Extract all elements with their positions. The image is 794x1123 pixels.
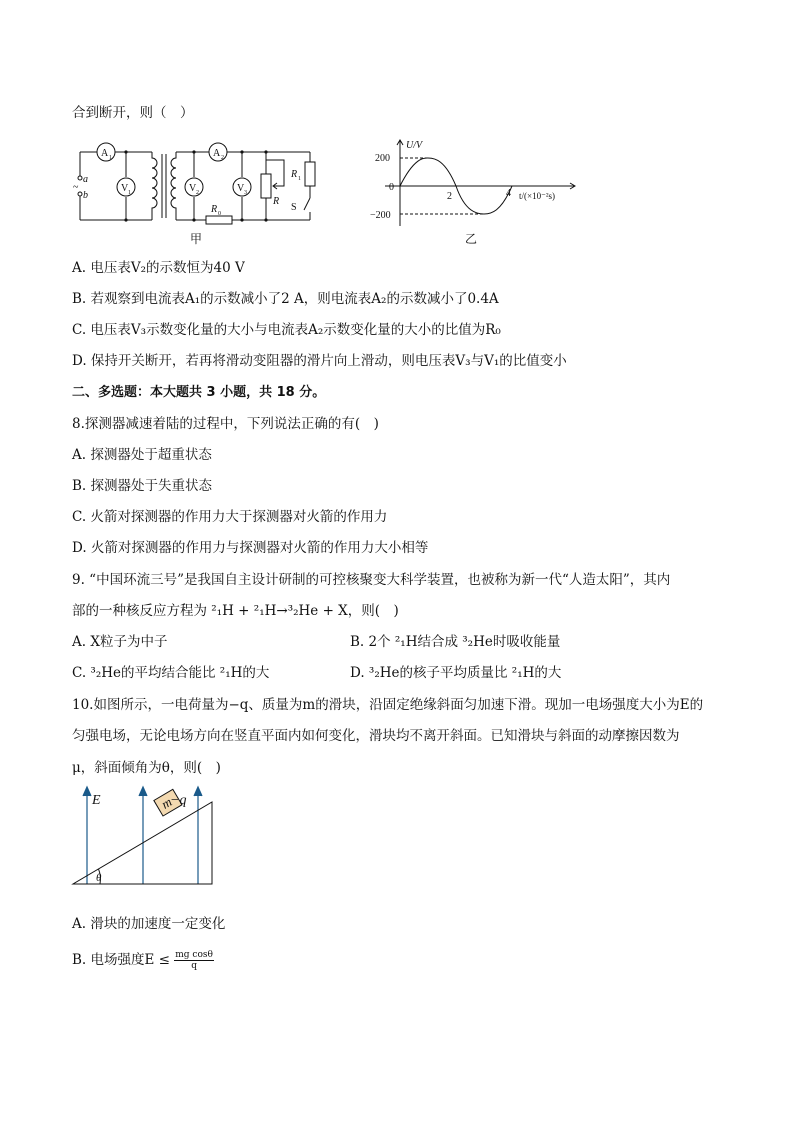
graph-y-tick-neg200: −200 [370, 210, 391, 221]
q10-incline-figure [70, 780, 230, 890]
graph-x-axis-label: t/(×10⁻²s) [519, 191, 556, 201]
ammeter-a2-label: A [213, 148, 221, 159]
resistor-r1-sub: 1 [298, 176, 301, 182]
rheostat-r-label: R [273, 196, 280, 207]
q10-option-b-fraction [174, 950, 214, 971]
q7-stem-tail: 合到断开，则（ ） [72, 105, 194, 121]
voltmeter-v3-label: V [237, 183, 245, 194]
circuit-label-tilde: ~ [73, 182, 79, 193]
q7-option-a: A. 电压表V₂的示数恒为40 V [72, 260, 245, 276]
voltmeter-v2-label: V [189, 183, 197, 194]
q8-option-b: B. 探测器处于失重状态 [72, 478, 213, 494]
q8-stem: 8.探测器减速着陆的过程中，下列说法正确的有( ) [72, 416, 379, 432]
voltmeter-v3-sub: 3 [244, 190, 247, 196]
q9-option-a: A. X粒子为中子 [72, 634, 168, 650]
q9-stem-line1: 9. “中国环流三号”是我国自主设计研制的可控核聚变大科学装置，也被称为新一代“人造太阳”，其内 [72, 572, 671, 588]
charge-label: −q [170, 793, 187, 808]
q10-option-a: A. 滑块的加速度一定变化 [72, 916, 226, 932]
q9-option-b: B. 2个 ²₁H结合成 ³₂He时吸收能量 [350, 634, 561, 650]
graph-x-tick-2: 2 [447, 191, 452, 202]
graph-y-tick-200: 200 [375, 153, 390, 164]
q9-option-c: C. ³₂He的平均结合能比 ²₁H的大 [72, 665, 270, 681]
section-heading-multi-choice: 二、多选题：本大题共 3 小题，共 18 分。 [72, 385, 326, 400]
ammeter-a2-sub: 2 [221, 155, 224, 161]
q7-option-c: C. 电压表V₃示数变化量的大小与电流表A₂示数变化量的大小的比值为R₀ [72, 322, 501, 338]
q10-option-b-prefix: B. 电场强度E ≤ [72, 952, 175, 968]
q10-option-b [72, 950, 214, 971]
voltmeter-v2-sub: 2 [196, 190, 199, 196]
resistor-r0-label: R [211, 204, 218, 215]
graph-y-tick-0: 0 [389, 182, 394, 193]
q8-option-c: C. 火箭对探测器的作用力大于探测器对火箭的作用力 [72, 509, 388, 525]
q7-option-b: B. 若观察到电流表A₁的示数减小了2 A，则电流表A₂的示数减小了0.4A [72, 291, 499, 307]
resistor-r0-sub: 0 [218, 211, 221, 217]
graph-y-axis-label: U/V [406, 140, 423, 151]
q8-option-a: A. 探测器处于超重状态 [72, 447, 212, 463]
circuit-label-b: b [83, 190, 88, 201]
fraction-denominator: q [191, 961, 197, 971]
fraction-numerator: mg cosθ [175, 950, 213, 960]
block-mass-label: m [158, 794, 175, 812]
q7-voltage-graph [365, 136, 585, 251]
circuit-label-a: a [83, 174, 88, 185]
q10-stem-line1: 10.如图所示，一电荷量为−q、质量为m的滑块，沿固定绝缘斜面匀加速下滑。现加一电场强度大小为E的 [72, 697, 704, 713]
angle-theta-label: θ [96, 872, 102, 884]
ammeter-a1-label: A [101, 148, 109, 159]
switch-s-label: S [291, 202, 297, 213]
figure-jia-label: 甲 [190, 232, 203, 246]
figure-yi-label: 乙 [465, 232, 478, 246]
q8-option-d: D. 火箭对探测器的作用力与探测器对火箭的作用力大小相等 [72, 540, 429, 556]
q7-option-d: D. 保持开关断开，若再将滑动变阻器的滑片向上滑动，则电压表V₃与V₁的比值变小 [72, 353, 567, 369]
voltmeter-v1-sub: 1 [128, 190, 131, 196]
field-e-label: E [92, 793, 101, 808]
q9-stem-line2: 部的一种核反应方程为 ²₁H + ²₁H→³₂He + X，则( ) [72, 603, 399, 619]
q9-option-d: D. ³₂He的核子平均质量比 ²₁H的大 [350, 665, 562, 681]
resistor-r1-label: R [291, 169, 298, 180]
graph-x-tick-4: 4 [506, 188, 511, 199]
q10-stem-line2: 匀强电场，无论电场方向在竖直平面内如何变化，滑块均不离开斜面。已知滑块与斜面的动摩擦因数为 [72, 728, 680, 744]
q10-stem-line3: μ，斜面倾角为θ，则( ) [72, 760, 221, 776]
voltmeter-v1-label: V [121, 183, 129, 194]
q7-circuit-diagram [70, 140, 330, 250]
ammeter-a1-sub: 1 [109, 155, 112, 161]
